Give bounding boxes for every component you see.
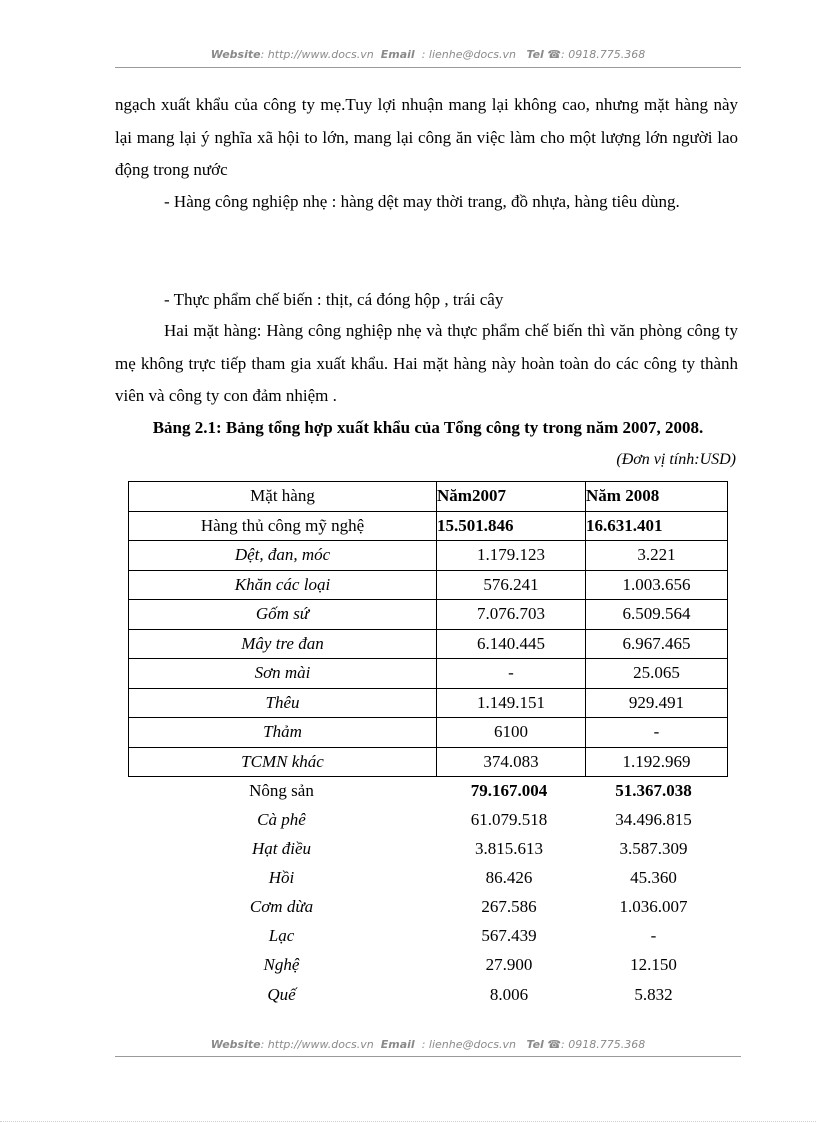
row-2007: 1.179.123 bbox=[437, 541, 586, 571]
table-row bbox=[128, 980, 724, 1009]
row-2008: 1.036.007 bbox=[619, 897, 688, 917]
website-url: : http://www.docs.vn bbox=[260, 1038, 374, 1051]
table-row bbox=[128, 893, 724, 922]
export-table bbox=[128, 481, 728, 777]
row-2008: - bbox=[650, 926, 657, 946]
row-2007: 61.079.518 bbox=[470, 809, 548, 829]
row-2007: 374.083 bbox=[437, 747, 586, 777]
row-2008: 929.491 bbox=[586, 688, 728, 718]
email-address: : lienhe@docs.vn bbox=[421, 1038, 516, 1051]
website-label: Website bbox=[210, 1038, 261, 1051]
row-2008: 1.003.656 bbox=[586, 570, 728, 600]
table-header-row bbox=[129, 482, 728, 512]
tel-number: : 0918.775.368 bbox=[561, 1038, 646, 1051]
tel-label: Tel bbox=[526, 1038, 544, 1051]
group-name: Hàng thủ công mỹ nghệ bbox=[129, 511, 437, 541]
phone-icon: ☎ bbox=[547, 48, 562, 61]
tel-number: : 0918.775.368 bbox=[561, 48, 646, 61]
row-2008: 6.967.465 bbox=[586, 629, 728, 659]
row-2007: - bbox=[437, 659, 586, 689]
row-name: Cơm dừa bbox=[249, 897, 314, 917]
table-row bbox=[129, 600, 728, 630]
row-name: Hồi bbox=[268, 867, 295, 887]
table-row bbox=[129, 541, 728, 571]
email-label: Email bbox=[380, 48, 415, 61]
row-2007: 27.900 bbox=[485, 955, 533, 975]
row-name: Thảm bbox=[129, 718, 437, 748]
row-name: Hạt điều bbox=[251, 838, 312, 858]
paragraph-4: Hai mặt hàng: Hàng công nghiệp nhẹ và thực phẩm chế biến thì văn phòng công ty mẹ không trực tiếp tham gia xuất khẩu. Hai mặt hàng này hoàn toàn do các công ty thành viên và công ty con đảm nhiệm . bbox=[115, 321, 738, 405]
agri-table bbox=[128, 776, 724, 1009]
header-2007: Năm2007 bbox=[437, 482, 586, 512]
row-name: TCMN khác bbox=[129, 747, 437, 777]
group-2008: 16.631.401 bbox=[586, 511, 728, 541]
page-header bbox=[115, 48, 741, 61]
row-2007: 7.076.703 bbox=[437, 600, 586, 630]
table-row bbox=[128, 951, 724, 980]
row-2007: 3.815.613 bbox=[475, 838, 543, 858]
email-label: Email bbox=[380, 1038, 415, 1051]
group-2008: 51.367.038 bbox=[615, 780, 692, 800]
table-row bbox=[129, 659, 728, 689]
row-2008: - bbox=[586, 718, 728, 748]
row-name: Sơn mài bbox=[129, 659, 437, 689]
table-row bbox=[129, 718, 728, 748]
table-row bbox=[128, 922, 724, 951]
header-divider bbox=[115, 67, 741, 68]
table-row bbox=[129, 570, 728, 600]
row-name: Mây tre đan bbox=[129, 629, 437, 659]
row-2008: 3.587.309 bbox=[619, 838, 688, 858]
row-2008: 5.832 bbox=[634, 984, 673, 1004]
table-unit: (Đơn vị tính:USD) bbox=[616, 451, 736, 468]
table-row bbox=[128, 834, 724, 863]
page-footer bbox=[115, 1038, 741, 1051]
row-2008: 1.192.969 bbox=[586, 747, 728, 777]
row-name: Nghệ bbox=[263, 955, 300, 975]
paragraph-1: ngạch xuất khẩu của công ty mẹ.Tuy lợi nhuận mang lại không cao, nhưng mặt hàng này lại mang lại ý nghĩa xã hội to lớn, mang lại công ăn việc làm cho một lượng lớn người lao động trong nước bbox=[115, 95, 738, 179]
row-2007: 567.439 bbox=[481, 926, 537, 946]
header-item: Mặt hàng bbox=[129, 482, 437, 512]
table-row bbox=[129, 629, 728, 659]
email-address: : lienhe@docs.vn bbox=[421, 48, 516, 61]
tel-label: Tel bbox=[526, 48, 544, 61]
header-2008: Năm 2008 bbox=[586, 482, 728, 512]
row-name: Gốm sứ bbox=[129, 600, 437, 630]
row-name: Dệt, đan, móc bbox=[129, 541, 437, 571]
row-2007: 6.140.445 bbox=[437, 629, 586, 659]
group-row-agriculture bbox=[128, 776, 724, 805]
table-row bbox=[128, 863, 724, 892]
row-2007: 1.149.151 bbox=[437, 688, 586, 718]
table-row bbox=[129, 747, 728, 777]
row-2008: 6.509.564 bbox=[586, 600, 728, 630]
row-2008: 3.221 bbox=[586, 541, 728, 571]
page-bottom-border bbox=[0, 1121, 816, 1122]
row-2008: 12.150 bbox=[630, 955, 677, 975]
row-name: Cà phê bbox=[257, 809, 306, 829]
row-2008: 45.360 bbox=[630, 867, 677, 887]
phone-icon: ☎ bbox=[547, 1038, 562, 1051]
row-name: Lạc bbox=[268, 926, 295, 946]
table-row bbox=[128, 805, 724, 834]
paragraph-3: - Thực phẩm chế biến : thịt, cá đóng hộp , trái cây bbox=[164, 290, 504, 309]
paragraph-2: - Hàng công nghiệp nhẹ : hàng dệt may thời trang, đồ nhựa, hàng tiêu dùng. bbox=[164, 192, 680, 211]
row-2008: 34.496.815 bbox=[615, 809, 692, 829]
row-2008: 25.065 bbox=[586, 659, 728, 689]
website-url: : http://www.docs.vn bbox=[260, 48, 374, 61]
footer-divider bbox=[115, 1056, 741, 1057]
group-2007: 15.501.846 bbox=[437, 511, 586, 541]
row-2007: 6100 bbox=[437, 718, 586, 748]
row-name: Thêu bbox=[129, 688, 437, 718]
website-label: Website bbox=[210, 48, 261, 61]
row-2007: 267.586 bbox=[481, 897, 537, 917]
group-row-handicrafts bbox=[129, 511, 728, 541]
group-2007: 79.167.004 bbox=[470, 780, 548, 800]
row-2007: 8.006 bbox=[489, 984, 529, 1004]
row-2007: 86.426 bbox=[485, 867, 533, 887]
table-row bbox=[129, 688, 728, 718]
row-name: Khăn các loại bbox=[129, 570, 437, 600]
row-name: Quế bbox=[267, 984, 296, 1004]
group-name: Nông sản bbox=[249, 780, 314, 800]
table-caption: Bảng 2.1: Bảng tổng hợp xuất khẩu của Tổng công ty trong năm 2007, 2008. bbox=[152, 418, 704, 437]
row-2007: 576.241 bbox=[437, 570, 586, 600]
